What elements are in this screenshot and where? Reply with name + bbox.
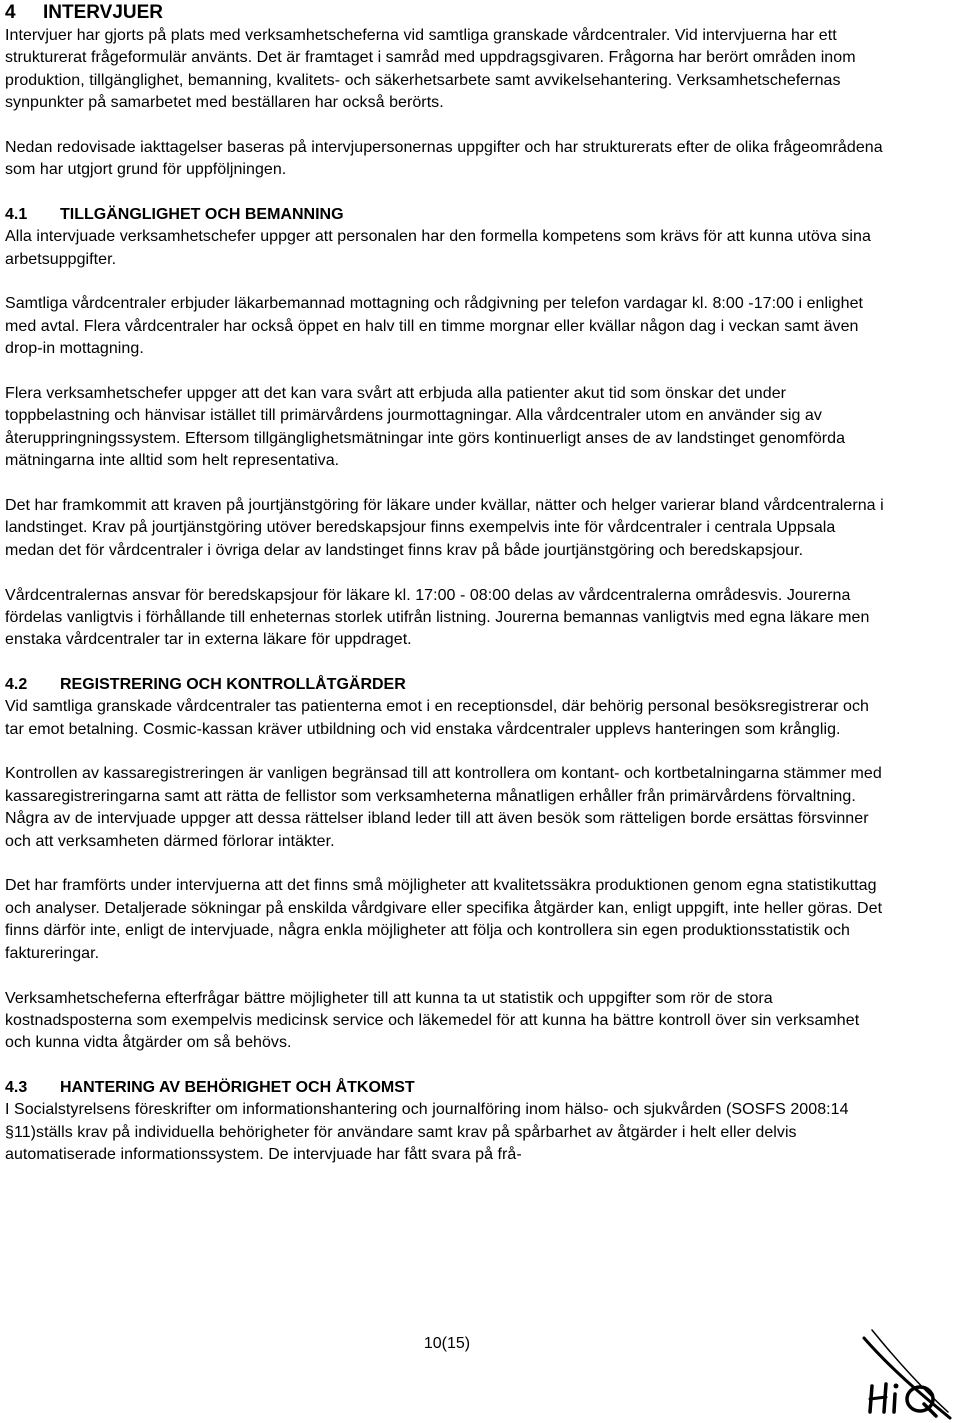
paragraph: Det har framkommit att kraven på jourtjänstgöring för läkare under kvällar, nätter och helger varierar bland vårdcentralerna i landstinget. Krav på jourtjänstgöring utöver beredskapsjour finns exempelvis inte för vårdcentraler i centrala Uppsala medan det för vårdcentraler i övriga delar av landstinget finns krav på både jourtjänstgöring och beredskapsjour. [5, 497, 884, 559]
section-heading-4-3 [5, 1077, 885, 1099]
chapter-number: 4 [5, 2, 16, 23]
paragraph: Verksamhetscheferna efterfrågar bättre möjligheter till att kunna ta ut statistik och uppgifter som rör de stora kostnadsposterna som exempelvis medicinsk service och läkemedel för att kunna ha bättre kontroll över sin verksamhet och kunna vidta åtgärder om så behövs. [5, 989, 860, 1052]
chapter-heading [5, 0, 885, 25]
paragraph: Nedan redovisade iakttagelser baseras på intervjupersonernas uppgifter och har strukturerats efter de olika frågeområdena som har utgjort grund för uppföljningen. [5, 139, 883, 179]
page-number: 10(15) [423, 1335, 471, 1352]
section-title: HANTERING AV BEHÖRIGHET OCH ÅTKOMST [60, 1079, 415, 1097]
paragraph: Det har framförts under intervjuerna att det finns små möjligheter att kvalitetssäkra produktionen genom egna statistikuttag och analyser. Detaljerade sökningar på enskilda vårdgivare eller specifika åtgärder kan, enligt uppgift, inte heller göras. Det finns därför inte, enligt de intervjuade, några enkla möjligheter att följa och kontrollera sin egen produktionsstatistik och faktureringar. [5, 877, 883, 962]
section-number: 4.1 [5, 206, 28, 224]
paragraph: Kontrollen av kassaregistreringen är vanligen begränsad till att kontrollera om kontant- och kortbetalningarna stämmer med kassaregistreringarna samt att rätta de fellistor som verksamheterna månatligen erhåller från primärvårdens förvaltning. Några av de intervjuade uppger att dessa rättelser ibland leder till att även besök som rätteligen borde ersättas försvinner och att verksamheten därmed förlorar intäkter. [5, 765, 882, 850]
section-number: 4.2 [5, 676, 28, 694]
hiq-logo-icon [862, 1300, 952, 1420]
section-title: REGISTRERING OCH KONTROLLÅTGÄRDER [60, 676, 406, 694]
document-page [5, 0, 885, 1166]
paragraph: Alla intervjuade verksamhetschefer uppger att personalen har den formella kompetens som krävs för att kunna utöva sina arbetsuppgifter. [5, 228, 871, 268]
chapter-title: INTERVJUER [43, 2, 164, 23]
section-heading-4-1 [5, 204, 885, 226]
paragraph: I Socialstyrelsens föreskrifter om informationshantering och journalföring inom hälso- och sjukvården (SOSFS 2008:14 §11)ställs krav på individuella behörigheter för användare samt krav på spårbarhet av åtgärder i helt eller delvis automatiserade informationssystem. De intervjuade har fått svara på frå- [5, 1101, 849, 1163]
paragraph: Flera verksamhetschefer uppger att det kan vara svårt att erbjuda alla patienter akut tid som önskar det under toppbelastning och hänvisar istället till primärvårdens jourmottagningar. Alla vårdcentraler utom en använder sig av återuppringningssystem. Eftersom tillgänglighetsmätningar inte görs kontinuerligt anses de av landstinget genomförda mätningarna inte alltid som helt representativa. [5, 385, 846, 470]
section-number: 4.3 [5, 1079, 28, 1097]
section-heading-4-2 [5, 674, 885, 696]
paragraph: Samtliga vårdcentraler erbjuder läkarbemannad mottagning och rådgivning per telefon vardagar kl. 8:00 -17:00 i enlighet med avtal. Flera vårdcentraler har också öppet en halv till en timme morgnar eller kvällar någon dag i veckan samt även drop-in mottagning. [5, 295, 864, 358]
section-title: TILLGÄNGLIGHET OCH BEMANNING [60, 206, 344, 224]
paragraph: Intervjuer har gjorts på plats med verksamhetscheferna vid samtliga granskade vårdcentraler. Vid intervjuerna har ett strukturerat frågeformulär använts. Det är framtaget i samråd med uppdragsgivaren. Frågorna har berört områden inom produktion, tillgänglighet, bemanning, kvalitets- och säkerhetsarbete samt avvikelsehantering. Verksamhetschefernas synpunkter på samarbetet med beställaren har också berörts. [5, 27, 856, 112]
paragraph: Vid samtliga granskade vårdcentraler tas patienterna emot i en receptionsdel, där behörig personal besöksregistrerar och tar emot betalning. Cosmic-kassan kräver utbildning och vid enstaka vårdcentraler upplevs hanteringen som krånglig. [5, 698, 869, 738]
paragraph: Vårdcentralernas ansvar för beredskapsjour för läkare kl. 17:00 - 08:00 delas av vårdcentralerna områdesvis. Jourerna fördelas vanligtvis i förhållande till enheternas storlek utifrån listning. Jourerna bemannas vanligtvis med egna läkare men enstaka vårdcentraler tar in externa läkare för uppdraget. [5, 586, 870, 649]
